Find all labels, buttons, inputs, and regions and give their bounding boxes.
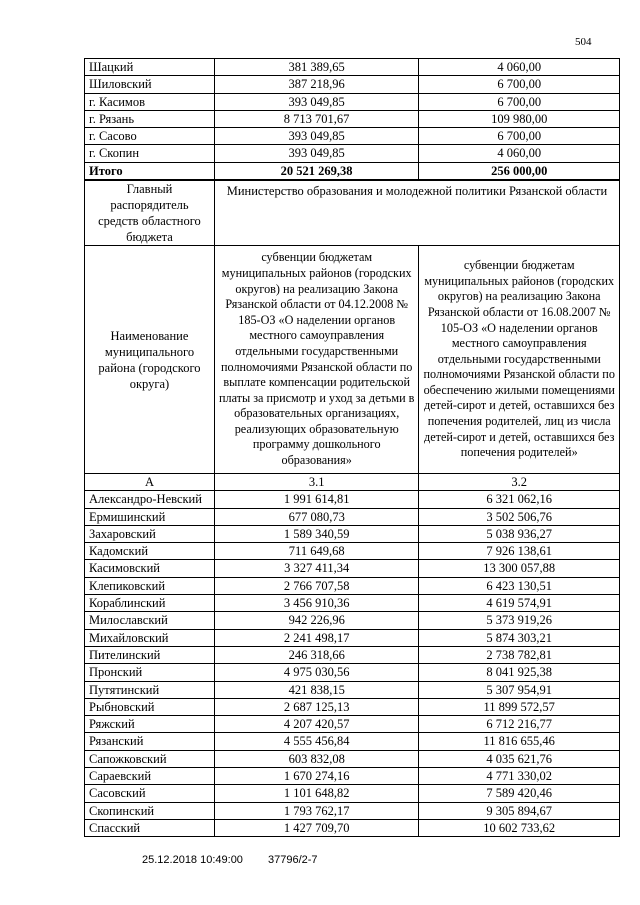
amount-cell: 1 427 709,70 [214,819,419,836]
footer-timestamp: 25.12.2018 10:49:00 [142,854,243,866]
amount-cell: 256 000,00 [419,162,620,179]
municipality-name: Сараевский [85,768,215,785]
summary-table [84,58,620,180]
amount-cell: 8 713 701,67 [214,110,419,127]
amount-cell: 2 241 498,17 [214,629,419,646]
municipality-name: Пителинский [85,646,215,663]
table-row [85,698,620,715]
amount-cell: 421 838,15 [214,681,419,698]
amount-cell: 387 218,96 [214,76,419,93]
municipality-name: Касимовский [85,560,215,577]
amount-cell: 4 975 030,56 [214,664,419,681]
table-row [85,525,620,542]
municipality-name: Итого [85,162,215,179]
table-row [85,664,620,681]
municipality-name: Путятинский [85,681,215,698]
municipality-name: г. Касимов [85,93,215,110]
amount-cell: 393 049,85 [214,128,419,145]
amount-cell: 7 926 138,61 [419,543,620,560]
municipality-name: Спасский [85,819,215,836]
header-col-3-1: субвенции бюджетам муниципальных районов (городских округов) на реализацию Закона Рязанской области от 04.12.2008 № 185-ОЗ «О наделении органов местного самоуправления отдельными государственными полномочиями Рязанской области по выплате компенсации родительской платы за присмотр и уход за детьми в образовательных организациях, реализующих образовательную программу дошкольного образования» [214,246,419,474]
amount-cell: 6 700,00 [419,128,620,145]
table-row [85,595,620,612]
municipality-name: Захаровский [85,525,215,542]
table-row [85,768,620,785]
amount-cell: 20 521 269,38 [214,162,419,179]
municipality-name: Кадомский [85,543,215,560]
amount-cell: 6 712 216,77 [419,716,620,733]
amount-cell: 6 321 062,16 [419,491,620,508]
table-row [85,646,620,663]
table-row [85,162,620,179]
amount-cell: 109 980,00 [419,110,620,127]
footer [142,854,340,866]
municipality-name: Шацкий [85,59,215,76]
municipality-name: Пронский [85,664,215,681]
amount-cell: 9 305 894,67 [419,802,620,819]
table-row [85,76,620,93]
table-row [85,612,620,629]
amount-cell: 1 101 648,82 [214,785,419,802]
table-row [85,93,620,110]
col-index-3-1: 3.1 [214,474,419,491]
amount-cell: 2 687 125,13 [214,698,419,715]
municipality-name: г. Рязань [85,110,215,127]
municipality-name: Михайловский [85,629,215,646]
table-row [85,577,620,594]
amount-cell: 381 389,65 [214,59,419,76]
municipality-name: Рыбновский [85,698,215,715]
amount-cell: 942 226,96 [214,612,419,629]
amount-cell: 4 035 621,76 [419,750,620,767]
table-row [85,145,620,162]
header-municipality: Наименование муниципального района (городского округа) [85,246,215,474]
amount-cell: 5 373 919,26 [419,612,620,629]
amount-cell: 2 766 707,58 [214,577,419,594]
municipality-name: Сапожковский [85,750,215,767]
table-row [85,681,620,698]
amount-cell: 1 793 762,17 [214,802,419,819]
amount-cell: 1 589 340,59 [214,525,419,542]
summary-table-body [85,59,620,180]
municipality-name: Ряжский [85,716,215,733]
amount-cell: 4 207 420,57 [214,716,419,733]
table-row [85,802,620,819]
col-index-3-2: 3.2 [419,474,620,491]
amount-cell: 4 771 330,02 [419,768,620,785]
table-row [85,508,620,525]
page-number: 504 [575,36,592,48]
subvention-table-body [85,181,620,837]
amount-cell: 11 816 655,46 [419,733,620,750]
amount-cell: 2 738 782,81 [419,646,620,663]
amount-cell: 393 049,85 [214,93,419,110]
table-row [85,543,620,560]
amount-cell: 6 700,00 [419,93,620,110]
municipality-name: Рязанский [85,733,215,750]
amount-cell: 3 456 910,36 [214,595,419,612]
amount-cell: 5 874 303,21 [419,629,620,646]
table-row [85,128,620,145]
amount-cell: 10 602 733,62 [419,819,620,836]
table-row [85,819,620,836]
footer-doc-id: 37796/2-7 [268,854,318,866]
subvention-table [84,180,620,837]
amount-cell: 11 899 572,57 [419,698,620,715]
table-row [85,785,620,802]
municipality-name: г. Сасово [85,128,215,145]
municipality-name: г. Скопин [85,145,215,162]
amount-cell: 393 049,85 [214,145,419,162]
amount-cell: 5 038 936,27 [419,525,620,542]
amount-cell: 5 307 954,91 [419,681,620,698]
table-row [85,59,620,76]
amount-cell: 6 700,00 [419,76,620,93]
header-col-3-2: субвенции бюджетам муниципальных районов (городских округов) на реализацию Закона Рязанской области от 16.08.2007 № 105-ОЗ «О наделении органов местного самоуправления отдельными государственными полномочиями Рязанской области по обеспечению жилыми помещениями детей-сирот и детей, оставшихся без попечения родителей, лиц из числа детей-сирот и детей, оставшихся без попечения родителей» [419,246,620,474]
amount-cell: 3 327 411,34 [214,560,419,577]
table-row [85,629,620,646]
header-budget-manager: Главный распорядитель средств областного бюджета [85,181,215,246]
municipality-name: Милославский [85,612,215,629]
municipality-name: Клепиковский [85,577,215,594]
amount-cell: 4 060,00 [419,59,620,76]
municipality-name: Сасовский [85,785,215,802]
table-row [85,716,620,733]
amount-cell: 4 619 574,91 [419,595,620,612]
table-row [85,750,620,767]
header-ministry: Министерство образования и молодежной политики Рязанской области [214,181,619,246]
amount-cell: 1 670 274,16 [214,768,419,785]
municipality-name: Шиловский [85,76,215,93]
amount-cell: 8 041 925,38 [419,664,620,681]
amount-cell: 677 080,73 [214,508,419,525]
table-row [85,733,620,750]
amount-cell: 246 318,66 [214,646,419,663]
amount-cell: 7 589 420,46 [419,785,620,802]
amount-cell: 3 502 506,76 [419,508,620,525]
table-row [85,110,620,127]
table-row [85,491,620,508]
amount-cell: 4 060,00 [419,145,620,162]
table-row [85,560,620,577]
amount-cell: 711 649,68 [214,543,419,560]
municipality-name: Александро-Невский [85,491,215,508]
amount-cell: 603 832,08 [214,750,419,767]
municipality-name: Кораблинский [85,595,215,612]
municipality-name: Ермишинский [85,508,215,525]
amount-cell: 13 300 057,88 [419,560,620,577]
municipality-name: Скопинский [85,802,215,819]
amount-cell: 6 423 130,51 [419,577,620,594]
amount-cell: 4 555 456,84 [214,733,419,750]
amount-cell: 1 991 614,81 [214,491,419,508]
col-index-a: А [85,474,215,491]
